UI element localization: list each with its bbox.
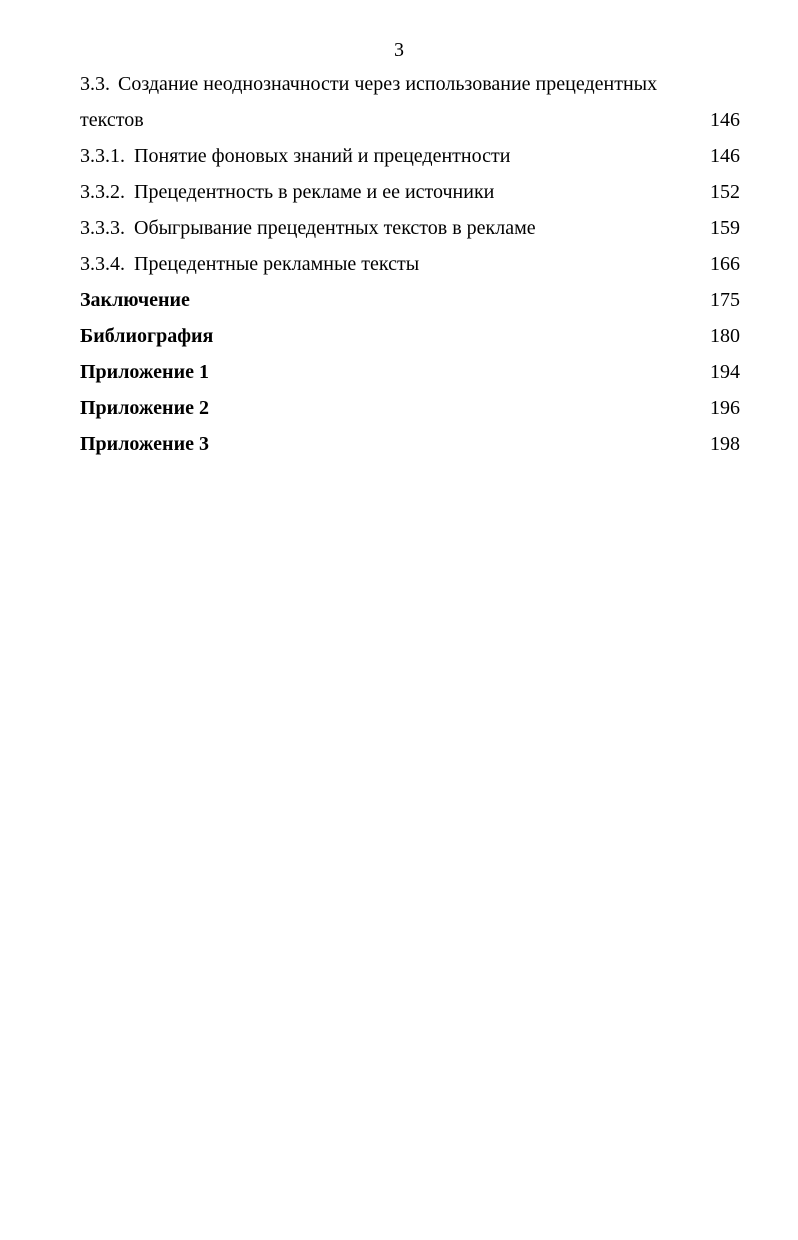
toc-entry-text: Создание неоднозначности через использование прецедентных [118, 73, 658, 95]
toc-entry-3-3-1 [80, 138, 740, 174]
page-number: 3 [394, 39, 404, 61]
toc-entry-number: 3.3.2. [80, 181, 125, 203]
toc-entry-appendix-3 [80, 426, 740, 462]
toc-entry-title [80, 246, 740, 282]
toc-entry-page: 198 [710, 433, 740, 455]
toc-entry-page: 175 [710, 289, 740, 311]
toc-entry-number: 3.3. [80, 73, 110, 95]
toc-entry-page: 194 [710, 361, 740, 383]
toc-entry-page: 146 [710, 109, 740, 131]
toc-entry-title [80, 66, 740, 102]
toc-entry-conclusion [80, 282, 740, 318]
toc-entry-title: Заключение [80, 289, 190, 311]
toc-entry-3-3-4 [80, 246, 740, 282]
toc-entry-text: Прецедентность в рекламе и ее источники [134, 181, 495, 203]
toc-entry-page: 180 [710, 325, 740, 347]
toc-entry-title [80, 138, 740, 174]
toc-entry-page: 166 [710, 253, 740, 275]
table-of-contents [80, 66, 740, 462]
toc-entry-page: 196 [710, 397, 740, 419]
toc-entry-page: 152 [710, 181, 740, 203]
toc-entry-3-3 [80, 66, 740, 138]
toc-entry-title: Приложение 1 [80, 361, 209, 383]
toc-entry-text: Прецедентные рекламные тексты [134, 253, 420, 275]
toc-entry-title [80, 210, 740, 246]
toc-entry-title [80, 174, 740, 210]
toc-entry-title: Библиография [80, 325, 214, 347]
toc-entry-number: 3.3.1. [80, 145, 125, 167]
toc-entry-title: Приложение 3 [80, 433, 209, 455]
toc-entry-text: Понятие фоновых знаний и прецедентности [134, 145, 511, 167]
toc-entry-text: Обыгрывание прецедентных текстов в рекламе [134, 217, 536, 239]
toc-entry-bibliography [80, 318, 740, 354]
toc-entry-3-3-2 [80, 174, 740, 210]
toc-entry-appendix-2 [80, 390, 740, 426]
toc-entry-number: 3.3.3. [80, 217, 125, 239]
toc-entry-number: 3.3.4. [80, 253, 125, 275]
toc-entry-appendix-1 [80, 354, 740, 390]
toc-entry-title-continuation: текстов [80, 109, 144, 131]
toc-entry-page: 146 [710, 145, 740, 167]
toc-entry-3-3-3 [80, 210, 740, 246]
toc-entry-title: Приложение 2 [80, 397, 209, 419]
toc-entry-page: 159 [710, 217, 740, 239]
